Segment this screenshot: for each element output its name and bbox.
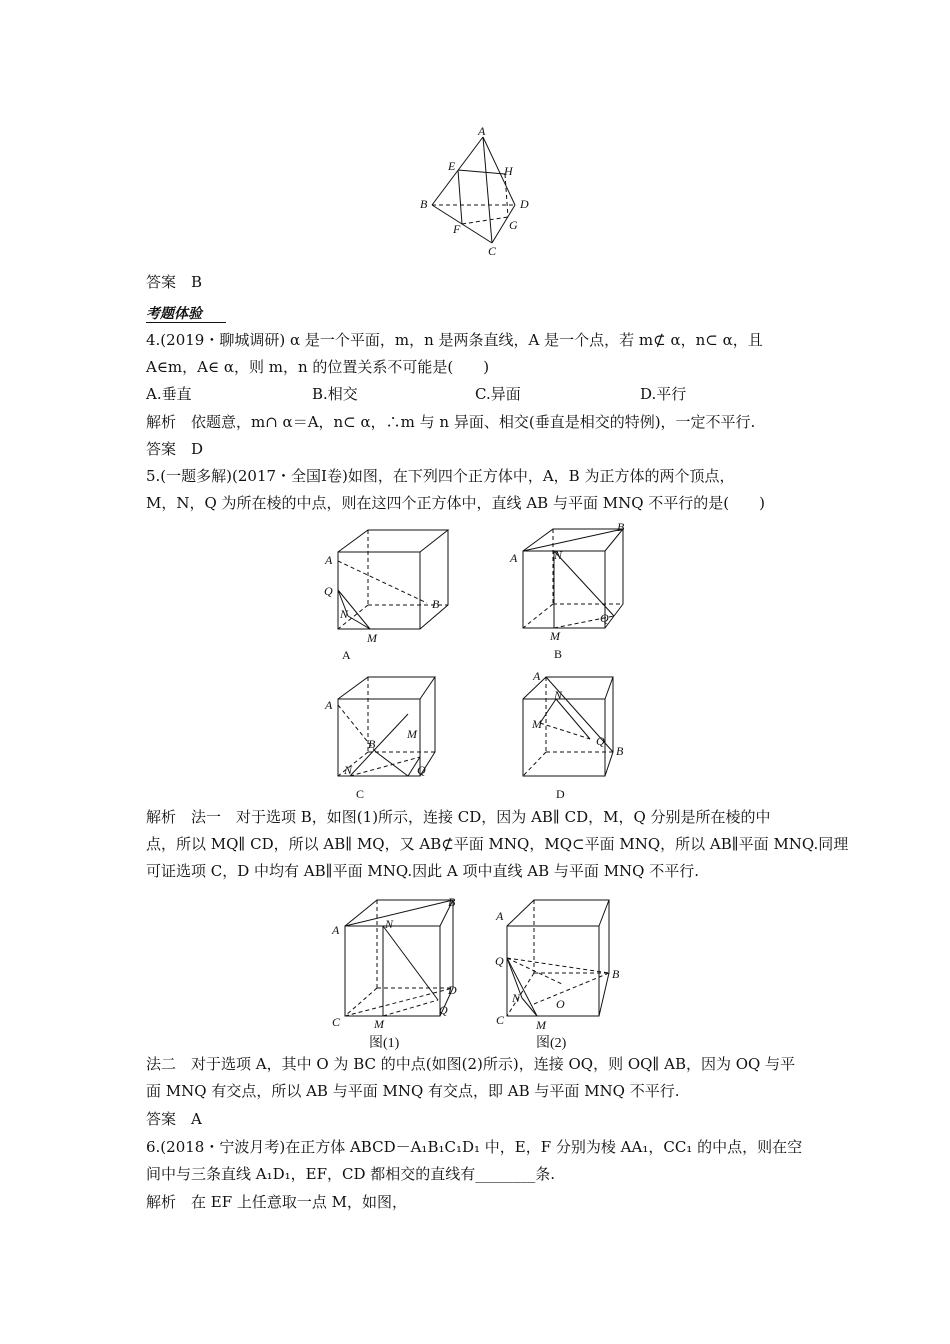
cube-a-label-M: M <box>367 631 377 645</box>
cube-b-label-M: M <box>550 629 560 643</box>
fig1-caption: 图(1) <box>369 1036 400 1050</box>
cube-a-figure <box>320 525 450 663</box>
cube-b-label-Q: Q <box>600 611 609 625</box>
cube-a-label-A: A <box>325 553 333 567</box>
cube-d-label-N: N <box>554 688 563 702</box>
q5-line1: 5.(一题多解)(2017・全国Ⅰ卷)如图，在下列四个正方体中，A，B 为正方体的两个顶点， <box>146 467 735 485</box>
q6-line2: 间中与三条直线 A₁D₁，EF，CD 都相交的直线有________条. <box>146 1165 556 1183</box>
cube-b-label-A: A <box>510 551 518 565</box>
figure-1 <box>325 893 465 1050</box>
fig1-label-N: N <box>385 917 394 931</box>
fig2-label-B: B <box>612 967 620 981</box>
label-B: B <box>420 197 428 211</box>
cube-c-label-A: A <box>325 698 333 712</box>
q5-analysis1-line2: 点，所以 MQ∥ CD，所以 AB∥ MQ，又 AB⊄平面 MNQ，MQ⊂平面 MNQ，所以 AB∥平面 MNQ.同理 <box>146 835 849 853</box>
q4-option-d: D.平行 <box>640 385 687 403</box>
q4-line2: A∈m，A∈ α，则 m，n 的位置关系不可能是( ) <box>146 358 490 376</box>
fig2-caption: 图(2) <box>536 1036 567 1050</box>
q5-analysis1-line1: 解析 法一 对于选项 B，如图(1)所示，连接 CD，因为 AB∥ CD，M，Q 分别是所在棱的中 <box>146 808 771 826</box>
cube-a-label-Q: Q <box>324 584 333 598</box>
fig2-label-Q: Q <box>495 954 504 968</box>
cube-d-figure <box>508 668 638 802</box>
cube-d-label-A: A <box>533 669 541 683</box>
label-A: A <box>478 125 486 138</box>
cube-b-figure <box>508 522 638 662</box>
cube-d-label-M: M <box>532 717 542 731</box>
q6-analysis: 解析 在 EF 上任意取一点 M，如图， <box>146 1193 408 1211</box>
fig2-label-M: M <box>536 1018 546 1032</box>
fig2-label-N: N <box>512 991 521 1005</box>
cube-b-label-N: N <box>554 548 563 562</box>
label-C: C <box>488 244 497 258</box>
cube-a-label-B: B <box>432 597 440 611</box>
cube-c-figure <box>320 670 450 802</box>
cube-c-label-M: M <box>407 727 417 741</box>
cube-d-label-B: B <box>616 744 624 758</box>
cube-b-label-B: B <box>617 522 625 534</box>
label-E: E <box>448 159 456 173</box>
fig2-label-A: A <box>496 909 504 923</box>
fig1-label-D: D <box>448 983 457 997</box>
q5-line2: M，N，Q 为所在棱的中点，则在这四个正方体中，直线 AB 与平面 MNQ 不平行的是( ) <box>146 494 765 512</box>
fig1-label-B: B <box>448 895 456 909</box>
section-tag-underline <box>146 322 226 323</box>
q5-analysis2-line1: 法二 对于选项 A，其中 O 为 BC 的中点(如图(2)所示)，连接 OQ，则 OQ∥ AB，因为 OQ 与平 <box>146 1055 796 1073</box>
label-H: H <box>504 164 513 178</box>
cube-a-caption: A <box>342 648 351 662</box>
q4-answer: 答案 D <box>146 440 204 458</box>
figure-2 <box>492 893 632 1050</box>
cube-c-label-B: B <box>368 737 376 751</box>
q5-answer: 答案 A <box>146 1110 202 1128</box>
q5-analysis1-line3: 可证选项 C，D 中均有 AB∥平面 MNQ.因此 A 项中直线 AB 与平面 MNQ 不平行. <box>146 862 700 880</box>
fig2-label-O: O <box>556 997 565 1011</box>
section-tag: 考题体验 <box>146 306 202 322</box>
q4-option-b: B.相交 <box>312 385 358 403</box>
label-D: D <box>520 197 529 211</box>
q4-analysis: 解析 依题意，m∩ α＝A，n⊂ α，∴m 与 n 异面、相交(垂直是相交的特例)，一定不平行. <box>146 413 756 431</box>
q5-analysis2-line2: 面 MNQ 有交点，所以 AB 与平面 MNQ 有交点，即 AB 与平面 MNQ 不平行. <box>146 1082 680 1100</box>
cube-c-label-Q: Q <box>417 763 426 777</box>
q6-line1: 6.(2018・宁波月考)在正方体 ABCD－A₁B₁C₁D₁ 中，E，F 分别为棱 AA₁，CC₁ 的中点，则在空 <box>146 1138 803 1156</box>
label-F: F <box>453 222 461 236</box>
fig1-label-A: A <box>332 923 340 937</box>
cube-b-caption: B <box>554 647 563 661</box>
label-G: G <box>509 218 518 232</box>
tetrahedron-figure <box>410 125 535 260</box>
cube-c-caption: C <box>356 787 365 801</box>
q4-line1: 4.(2019・聊城调研) α 是一个平面，m，n 是两条直线，A 是一个点，若 m⊄ α，n⊂ α，且 <box>146 331 763 349</box>
fig1-label-Q: Q <box>439 1003 448 1017</box>
answer-3: 答案 B <box>146 273 203 291</box>
cube-d-caption: D <box>556 787 565 801</box>
q4-option-a: A.垂直 <box>146 385 192 403</box>
fig2-label-C: C <box>496 1013 505 1027</box>
q4-option-c: C.异面 <box>475 385 521 403</box>
fig1-label-M: M <box>374 1017 384 1031</box>
cube-d-label-Q: Q <box>596 734 605 748</box>
fig1-label-C: C <box>332 1015 341 1029</box>
cube-a-label-N: N <box>340 607 349 621</box>
cube-c-label-N: N <box>344 763 353 777</box>
